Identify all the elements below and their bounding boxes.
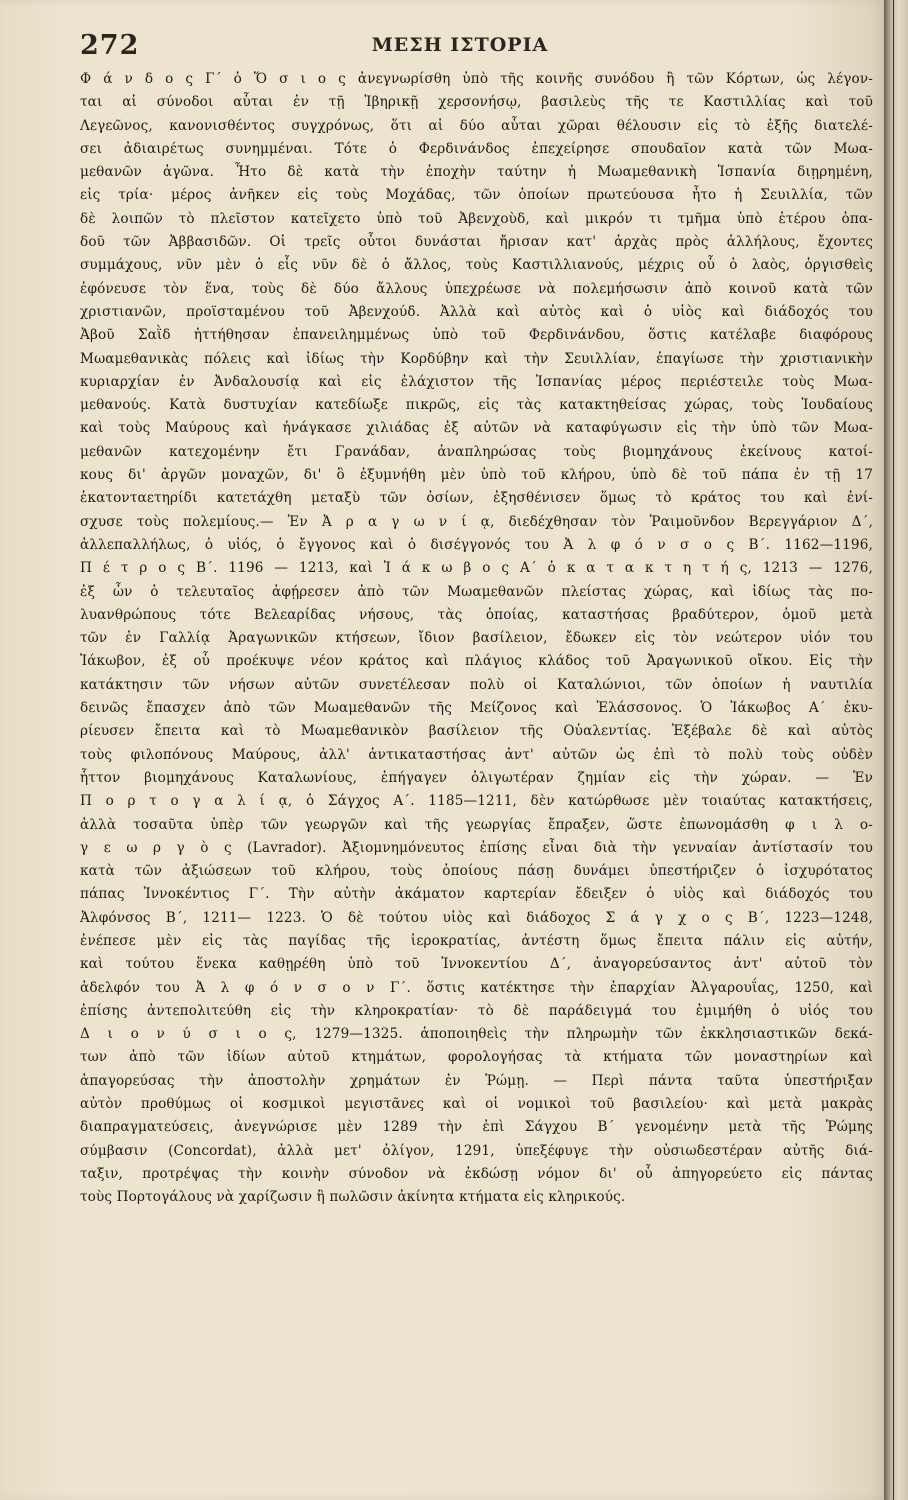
text-line: δοῦ τῶν Ἀββασιδῶν. Οἱ τρεῖς οὗτοι δυνάσται ἤρισαν κατ' ἀρχὰς πρὸς ἀλλήλους, ἔχοντες: [80, 234, 873, 251]
text-line: τοὺς Πορτογάλους νὰ χαρίζωσιν ἢ πωλῶσιν ἀκίνητα κτήματα εἰς κληρικούς.: [80, 1189, 626, 1206]
text-line: πάπας Ἰννοκέντιος Γ΄. Τὴν αὐτὴν ἀκάματον καρτερίαν ἔδειξεν ὁ υἱὸς καὶ διάδοχός του: [80, 886, 873, 903]
text-line: Φ ά ν δ ο ς Γ΄ ὁ Ὅ σ ι ο ς ἀνεγνωρίσθη ὑπὸ τῆς κοινῆς συνόδου ἢ τῶν Κόρτων, ὡς λέγον-: [80, 71, 873, 87]
text-line: σύμβασιν (Concordat), ἀλλὰ μετ' ὀλίγον, 1291, ὑπεξέφυγε τὴν οὐσιωδεστέραν αὐτῆς διά-: [80, 1142, 873, 1159]
text-line: ρίευσεν ἔπειτα καὶ τὸ Μωαμεθανικὸν βασίλειον τῆς Οὐαλεντίας. Ἐξέβαλε δὲ καὶ αὐτὸς: [80, 723, 873, 740]
text-line: χριστιανῶν, προϊσταμένου τοῦ Ἀβενχούδ. Ἀλλὰ καὶ αὐτὸς καὶ ὁ υἱὸς καὶ διάδοχός του: [80, 303, 873, 320]
text-line: ἐνέπεσε μὲν εἰς τὰς παγίδας τῆς ἱεροκρατίας, ἀντέστη ὅμως ἔπειτα πάλιν εἰς αὐτήν,: [80, 932, 873, 949]
text-line: Ἀλφόνσος Β΄, 1211— 1223. Ὁ δὲ τούτου υἱὸς καὶ διάδοχος Σ ά γ χ ο ς Β΄, 1223—1248,: [80, 909, 873, 926]
text-line: ἀπαγορεύσας τὴν ἀποστολὴν χρημάτων ἐν Ῥώμῃ. — Περὶ πάντα ταῦτα ὑπεστήριξαν: [80, 1072, 873, 1089]
text-line: ἀλλὰ τοσαῦτα ὑπὲρ τῶν γεωργῶν καὶ τῆς γεωργίας ἔπραξεν, ὥστε ἐπωνομάσθη φ ι λ ο-: [80, 816, 873, 833]
text-line: κυριαρχίαν ἐν Ἀνδαλουσίᾳ καὶ εἰς ἐλάχιστον τῆς Ἱσπανίας μέρος περιέστειλε τοὺς Μωα-: [80, 373, 873, 390]
text-line: μεθανούς. Κατὰ δυστυχίαν κατεδίωξε πικρῶς, εἰς τὰς κατακτηθείσας χώρας, τοὺς Ἰουδαίους: [80, 397, 873, 414]
text-line: ἐφόνευσε τὸν ἕνα, τοὺς δὲ δύο ἄλλους ὑπεχρέωσε νὰ πολεμήσωσιν ἀπὸ κοινοῦ κατὰ τῶν: [80, 280, 873, 297]
text-line: Δ ι ο ν ύ σ ι ο ς, 1279—1325. ἀποποιηθεὶς τὴν πληρωμὴν τῶν ἐκκλησιαστικῶν δεκά-: [80, 1026, 873, 1043]
text-line: ἀλλεπαλλήλως, ὁ υἱός, ὁ ἔγγονος καὶ ὁ δισέγγονός του Ἀ λ φ ό ν σ ο ς Β΄. 1162—1196,: [80, 536, 873, 553]
text-line: ἐπίσης ἀντεπολιτεύθη εἰς τὴν κληροκρατίαν· τὸ δὲ παράδειγμά του ἐμιμήθη ὁ υἱός του: [80, 1002, 873, 1019]
text-line: σει ἀδιαιρέτως συνημμέναι. Τότε ὁ Φερδινάνδος ἐπεχείρησε σπουδαῖον κατὰ τῶν Μωα-: [80, 140, 873, 157]
text-line: μεθανῶν ἀγῶνα. Ἦτο δὲ κατὰ τὴν ἐποχὴν ταύτην ἡ Μωαμεθανικὴ Ἱσπανία διῃρημένη,: [80, 164, 873, 181]
text-line: Ἰάκωβον, ἐξ οὗ προέκυψε νέον κράτος καὶ πλάγιος κλάδος τοῦ Ἀραγωνικοῦ οἴκου. Εἰς τὴν: [80, 653, 873, 670]
text-line: ἀδελφόν του Ἀ λ φ ό ν σ ο ν Γ΄. ὅστις κατέκτησε τὴν ἐπαρχίαν Ἀλγαρουΐας, 1250, καὶ: [80, 979, 873, 996]
text-line: Ἀβοῦ Σαῒδ ἡττήθησαν ἐπανειλημμένως ὑπὸ τοῦ Φερδινάνδου, ὅστις κατέλαβε διαφόρους: [80, 327, 873, 344]
text-line: τοὺς φιλοπόνους Μαύρους, ἀλλ' ἀντικαταστήσας ἀντ' αὐτῶν ὡς ἐπὶ τὸ πολὺ τοὺς οὐδὲν: [80, 746, 873, 763]
text-line: Λεγεῶνος, κανονισθέντος συγχρόνως, ὅτι αἱ δύο αὗται χῶραι θέλουσιν εἰς τὸ ἑξῆς διατελέ-: [80, 117, 873, 134]
text-line: Π έ τ ρ ο ς Β΄. 1196 — 1213, καὶ Ἰ ά κ ω β ο ς Α΄ ὁ κ α τ α κ τ η τ ή ς, 1213 — 1276,: [80, 560, 873, 577]
text-line: ἐξ ὧν ὁ τελευταῖος ἀφῄρεσεν ἀπὸ τῶν Μωαμεθανῶν πλείστας χώρας, καὶ ἰδίως τὰς πο-: [80, 583, 873, 600]
text-line: γ ε ω ρ γ ὸ ς (Lavrador). Ἀξιομνημόνευτος ἐπίσης εἶναι διὰ τὴν γενναίαν ἀντίστασίν του: [80, 839, 873, 856]
text-line: μεθανῶν κατεχομένην ἔτι Γρανάδαν, ἀναπληρώσας τοὺς βιομηχάνους ἐκείνους κατοί-: [80, 443, 873, 460]
text-line: αὐτὸν προθύμως οἱ κοσμικοὶ μεγιστᾶνες καὶ οἱ νομικοὶ τοῦ βασιλείου· καὶ μετὰ μακρὰς: [80, 1096, 873, 1113]
text-line: σχυσε τοὺς πολεμίους.— Ἐν Ἀ ρ α γ ω ν ί ᾳ, διεδέχθησαν τὸν Ῥαιμοῦνδον Βερεγγάριον Δ΄,: [80, 513, 873, 530]
book-gutter: [884, 0, 908, 1500]
text-line: κους δι' ἀργῶν μοναχῶν, δι' ὃ ἐξυμνήθη μὲν ὑπὸ τοῦ κλήρου, ὑπὸ δὲ τοῦ πάπα ἐν τῇ 17: [80, 467, 873, 484]
text-line: τῶν ἐν Γαλλίᾳ Ἀραγωνικῶν κτήσεων, ἴδιον βασίλειον, ἔδωκεν εἰς τὸν νεώτερον υἱόν του: [80, 630, 873, 647]
text-line: Μωαμεθανικὰς πόλεις καὶ ἰδίως τὴν Κορδύβην καὶ τὴν Σευιλλίαν, ἐπαγίωσε τὴν χριστιανικὴν: [80, 350, 873, 367]
text-line: των ἀπὸ τῶν ἰδίων αὐτοῦ κτημάτων, φορολογήσας τὰ κτήματα τῶν μοναστηρίων καὶ: [80, 1049, 873, 1066]
text-line: ἑκατονταετηρίδι κατετάχθη μεταξὺ τῶν ὁσίων, ἐξησθένισεν ὅμως τὸ κράτος του καὶ ἐνί-: [80, 490, 873, 507]
text-line: ἧττον βιομηχάνους Καταλωνίους, ἐπήγαγεν ὀλιγωτέραν ζημίαν εἰς τὴν χώραν. — Ἐν: [80, 769, 873, 786]
text-line: ται αἱ σύνοδοι αὗται ἐν τῇ Ἰβηρικῇ χερσονήσῳ, βασιλεὺς τῆς τε Καστιλλίας καὶ τοῦ: [80, 94, 873, 111]
page-header: [80, 30, 840, 64]
body-text: [80, 68, 873, 1210]
running-head: ΜΕΣΗ ΙΣΤΟΡΙΑ: [371, 34, 549, 56]
text-line: συμμάχους, νῦν μὲν ὁ εἷς νῦν δὲ ὁ ἄλλος, τοὺς Καστιλλιανούς, μέχρις οὗ ὁ λαὸς, ὀργισθεὶς: [80, 257, 873, 274]
text-line: εἰς τρία· μέρος ἀνῆκεν εἰς τοὺς Μοχάδας, τῶν ὁποίων πρωτεύουσα ἦτο ἡ Σευιλλία, τῶν: [80, 187, 873, 204]
text-line: καὶ τούτου ἕνεκα καθῃρέθη ὑπὸ τοῦ Ἰννοκεντίου Δ΄, ἀναγορεύσαντος ἀντ' αὐτοῦ τὸν: [80, 956, 873, 973]
text-line: κατάκτησιν τῶν νήσων αὐτῶν συνετέλεσαν πολὺ οἱ Καταλώνιοι, τῶν ὁποίων ἡ ναυτιλία: [80, 676, 873, 693]
text-line: κατὰ τῶν ἀξιώσεων τοῦ κλήρου, τοὺς ὁποίους πάσῃ δυνάμει ὑπεστήριζεν ὁ ἰσχυρότατος: [80, 863, 873, 880]
text-line: διαπραγματεύσεις, ἀνεγνώρισε μὲν 1289 τὴν ἐπὶ Σάγχου Β΄ γενομένην μετὰ τῆς Ῥώμης: [80, 1119, 873, 1136]
gutter-edge: [893, 0, 894, 1500]
text-line: ταξιν, προτρέψας τὴν κοινὴν σύνοδον νὰ ἐκδώσῃ νόμον δι' οὗ ἀπηγορεύετο εἰς πάντας: [80, 1165, 873, 1182]
text-line: Π ο ρ τ ο γ α λ ί ᾳ, ὁ Σάγχος Α΄. 1185—1211, δὲν κατώρθωσε μὲν τοιαύτας κατακτήσεις,: [80, 793, 873, 810]
text-line: δεινῶς ἔπασχεν ἀπὸ τῶν Μωαμεθανῶν τῆς Μείζονος καὶ Ἐλάσσονος. Ὁ Ἰάκωβος Α΄ ἐκυ-: [80, 700, 873, 717]
text-line: λυανθρώπους τότε Βελεαρίδας νήσους, τὰς ὁποίας, καταστήσας βραδύτερον, ὁμοῦ μετὰ: [80, 606, 873, 623]
text-line: καὶ τοὺς Μαύρους καὶ ἠνάγκασε χιλιάδας ἐξ αὐτῶν νὰ καταφύγωσιν εἰς τὴν ὑπὸ τῶν Μωα-: [80, 420, 873, 437]
text-line: δὲ λοιπῶν τὸ πλεῖστον κατεῖχετο ὑπὸ τοῦ Ἀβενχοὺδ, καὶ μικρόν τι τμῆμα ὑπὸ ἑτέρου ὁπα-: [80, 210, 873, 227]
page-number: 272: [80, 30, 140, 61]
